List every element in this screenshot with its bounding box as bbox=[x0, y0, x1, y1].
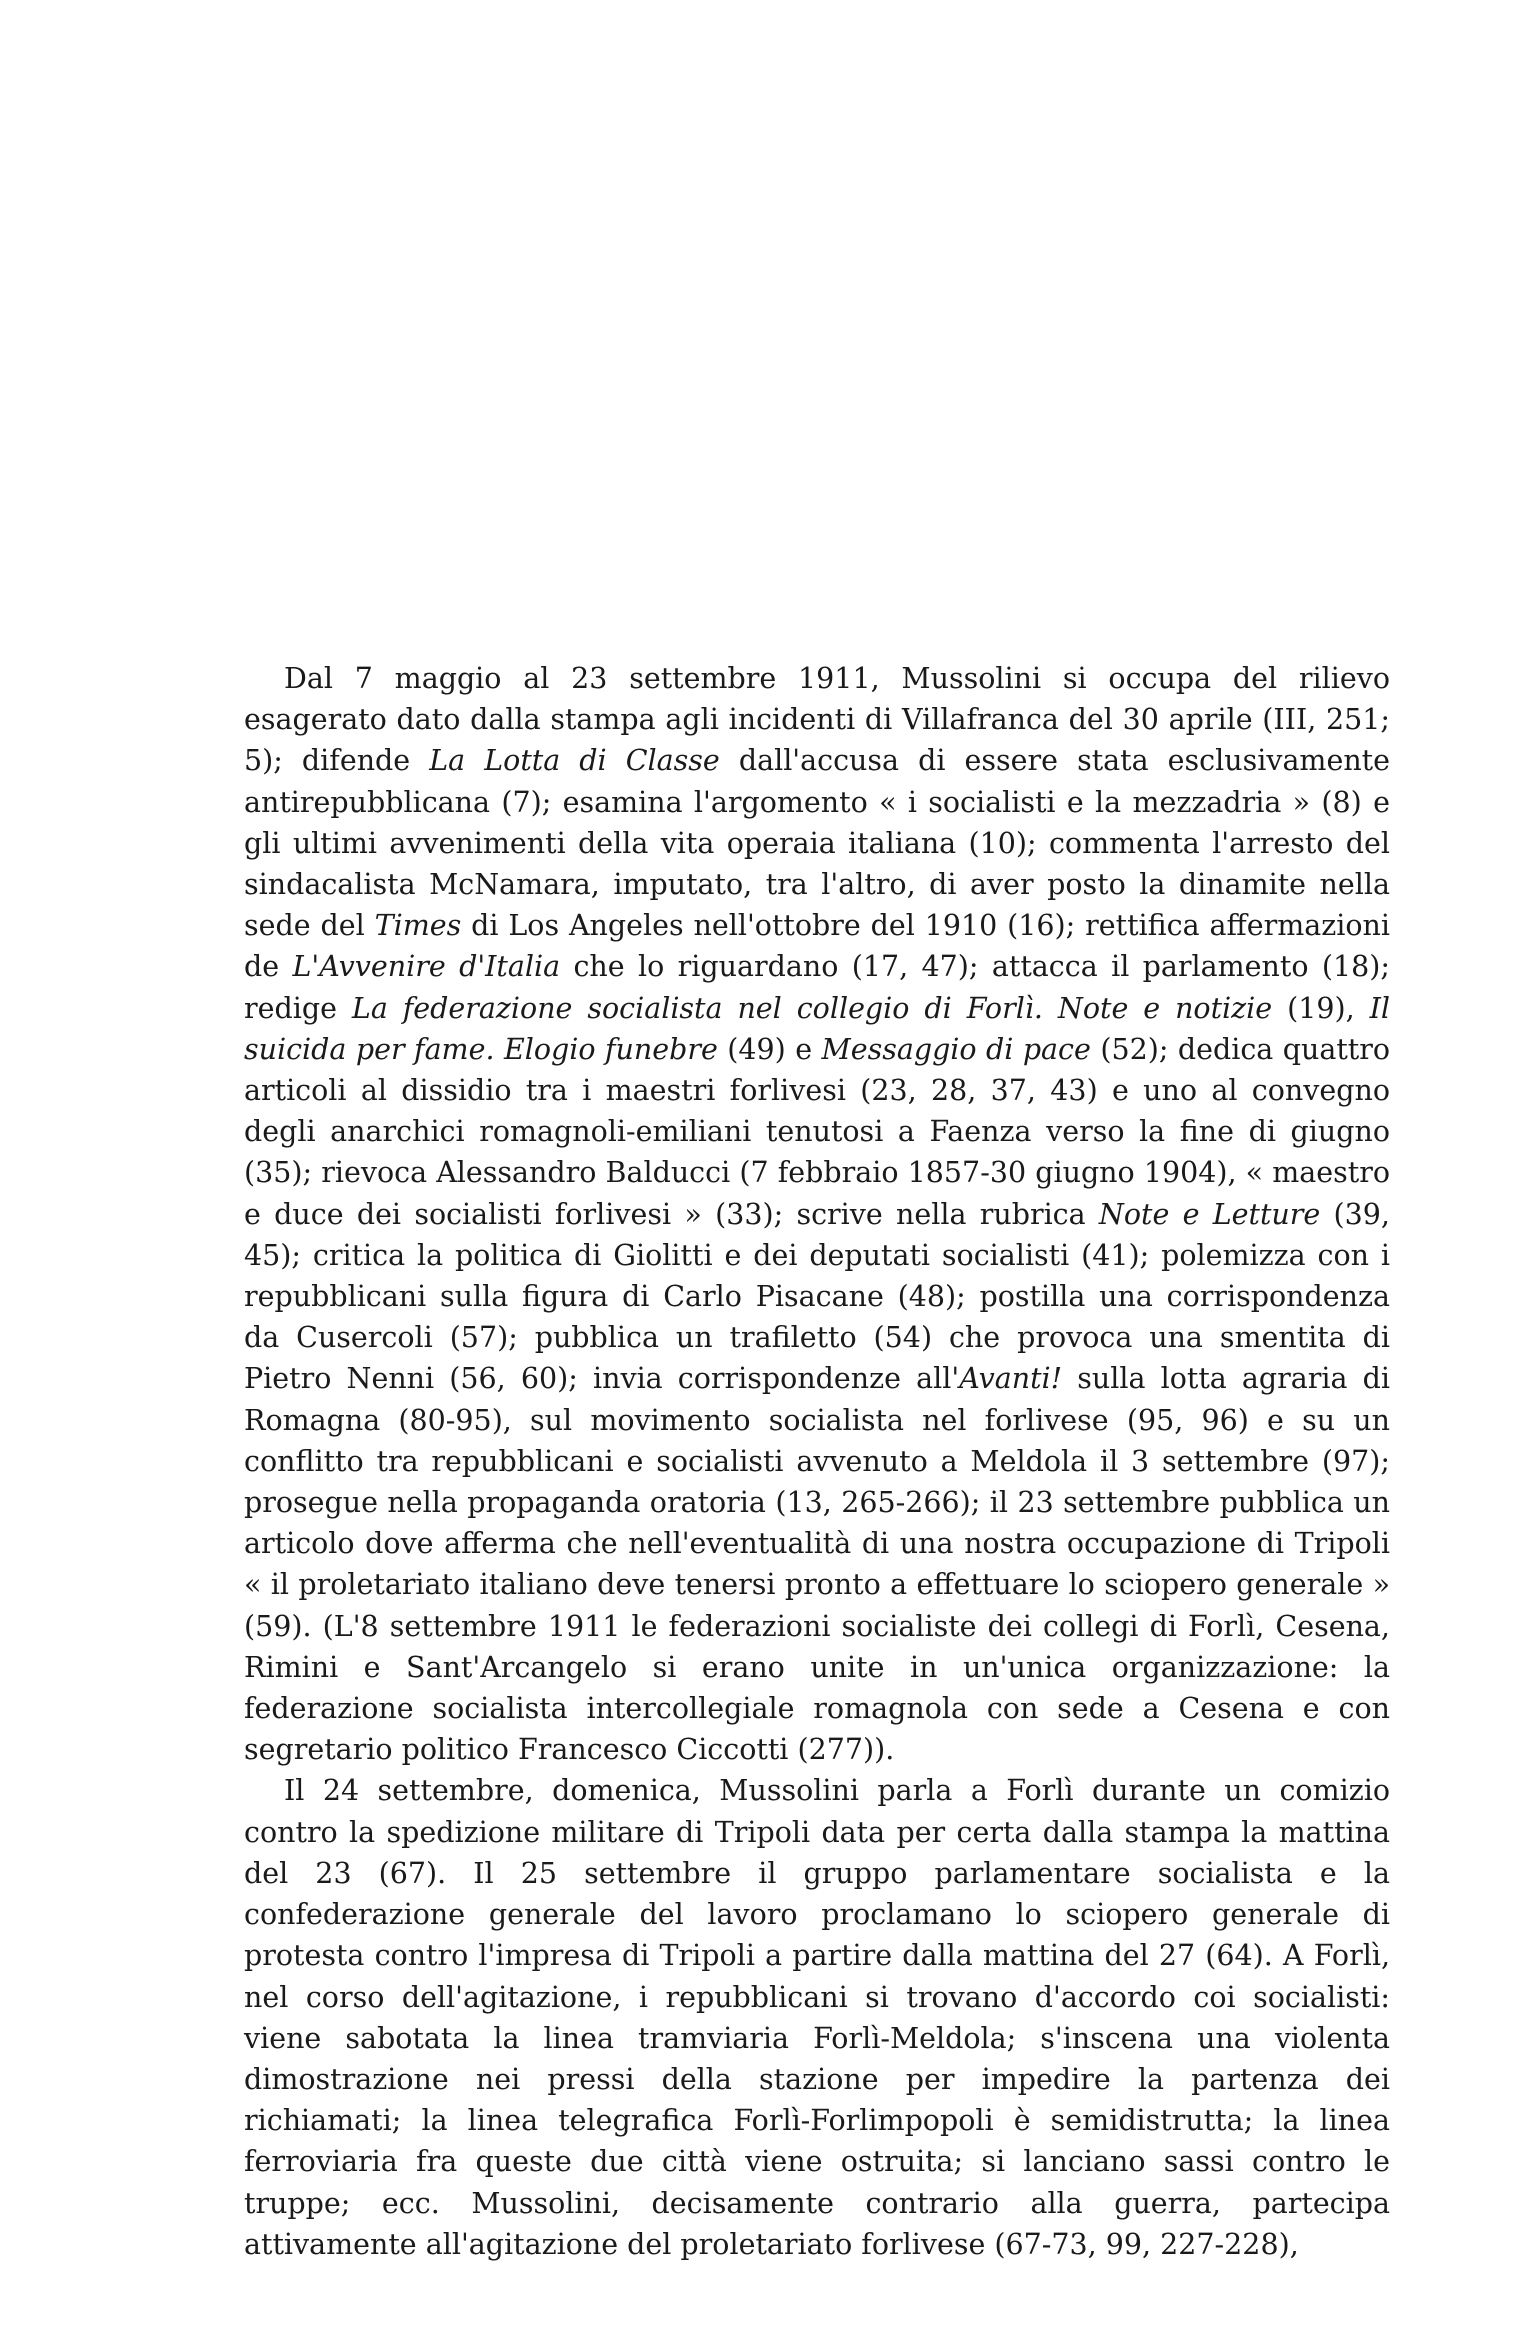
italic-title-run: Note e Letture bbox=[1098, 1197, 1321, 1231]
italic-title-run: Avanti! bbox=[959, 1362, 1063, 1396]
body-text bbox=[244, 658, 1390, 2265]
text-run: che lo riguardano (17, 47); attacca il parlamento (18); redige bbox=[244, 950, 1390, 1025]
italic-title-run: La federazione socialista nel collegio di Forlì. Note e notizie bbox=[351, 991, 1273, 1025]
italic-title-run: Messaggio di pace bbox=[821, 1032, 1091, 1066]
text-run: (39, 45); critica la politica di Giolitti e dei deputati socialisti (41); polemizza con i repubblicani sulla figura di Carlo Pisacane (48); postilla una corrispondenza da Cusercoli (57); pubblica un trafiletto (54) che provoca una smentita di Pietro Nenni (56, 60); invia corrispondenze all' bbox=[244, 1197, 1390, 1396]
text-run: di Los Angeles nell'ottobre del 1910 (16); rettifica affermazioni de bbox=[244, 909, 1390, 984]
italic-title-run: Il suicida per fame. Elogio funebre bbox=[244, 991, 1390, 1066]
italic-title-run: La Lotta di Classe bbox=[429, 744, 720, 778]
text-run: (52); dedica quattro articoli al dissidio tra i maestri forlivesi (23, 28, 37, 43) e uno al convegno degli anarchici romagnoli-emiliani tenutosi a Faenza verso la fine di giugno (35); rievoca Alessandro Balducci (7 febbraio 1857-30 giugno 1904), « maestro e duce dei socialisti forlivesi » (33); scrive nella rubrica bbox=[244, 1032, 1391, 1231]
text-run: (19), bbox=[1272, 991, 1370, 1025]
text-run: Dal 7 maggio al 23 settembre 1911, Mussolini si occupa del rilievo esagerato dato dalla stampa agli incidenti di Villafranca del 30 aprile (III, 251; 5); difende bbox=[244, 662, 1390, 778]
paragraph bbox=[244, 658, 1390, 1770]
text-run: Il 24 settembre, domenica, Mussolini parla a Forlì durante un comizio contro la spedizione militare di Tripoli data per certa dalla stampa la mattina del 23 (67). Il 25 settembre il gruppo parlamentare socialista e la confederazione generale del lavoro proclamano lo sciopero generale di protesta contro l'impresa di Tripoli a partire dalla mattina del 27 (64). A Forlì, nel corso dell'agitazione, i repubblicani si trovano d'accordo coi socialisti: viene sabotata la linea tramviaria Forlì-Meldola; s'inscena una violenta dimostrazione nei pressi della stazione per impedire la partenza dei richiamati; la linea telegrafica Forlì-Forlimpopoli è semidistrutta; la linea ferroviaria fra queste due città viene ostruita; si lanciano sassi contro le truppe; ecc. Mussolini, decisamente contrario alla guerra, partecipa attivamente all'agitazione del proletariato forlivese (67-73, 99, 227-228), bbox=[244, 1774, 1390, 2261]
text-run: sulla lotta agraria di Romagna (80-95), sul movimento socialista nel forlivese (95, 96) e su un conflitto tra repubblicani e socialisti avvenuto a Meldola il 3 settembre (97); prosegue nella propaganda oratoria (13, 265-266); il 23 settembre pubblica un articolo dove afferma che nell'eventualità di una nostra occupazione di Tripoli « il proletariato italiano deve tenersi pronto a effettuare lo sciopero generale » (59). (L'8 settembre 1911 le federazioni socialiste dei collegi di Forlì, Cesena, Rimini e Sant'Arcangelo si erano unite in un'unica organizzazione: la federazione socialista intercollegiale romagnola con sede a Cesena e con segretario politico Francesco Ciccotti (277)). bbox=[244, 1362, 1390, 1767]
text-run: (49) e bbox=[717, 1032, 822, 1066]
paragraph bbox=[244, 1770, 1390, 2264]
italic-title-run: L'Avvenire d'Italia bbox=[292, 950, 561, 984]
text-run: dall'accusa di essere stata esclusivamente antirepubblicana (7); esamina l'argomento « i socialisti e la mezzadria » (8) e gli ultimi avvenimenti della vita operaia italiana (10); commenta l'arresto del sindacalista McNamara, imputato, tra l'altro, di aver posto la dinamite nella sede del bbox=[244, 744, 1390, 943]
italic-title-run: Times bbox=[374, 909, 462, 943]
